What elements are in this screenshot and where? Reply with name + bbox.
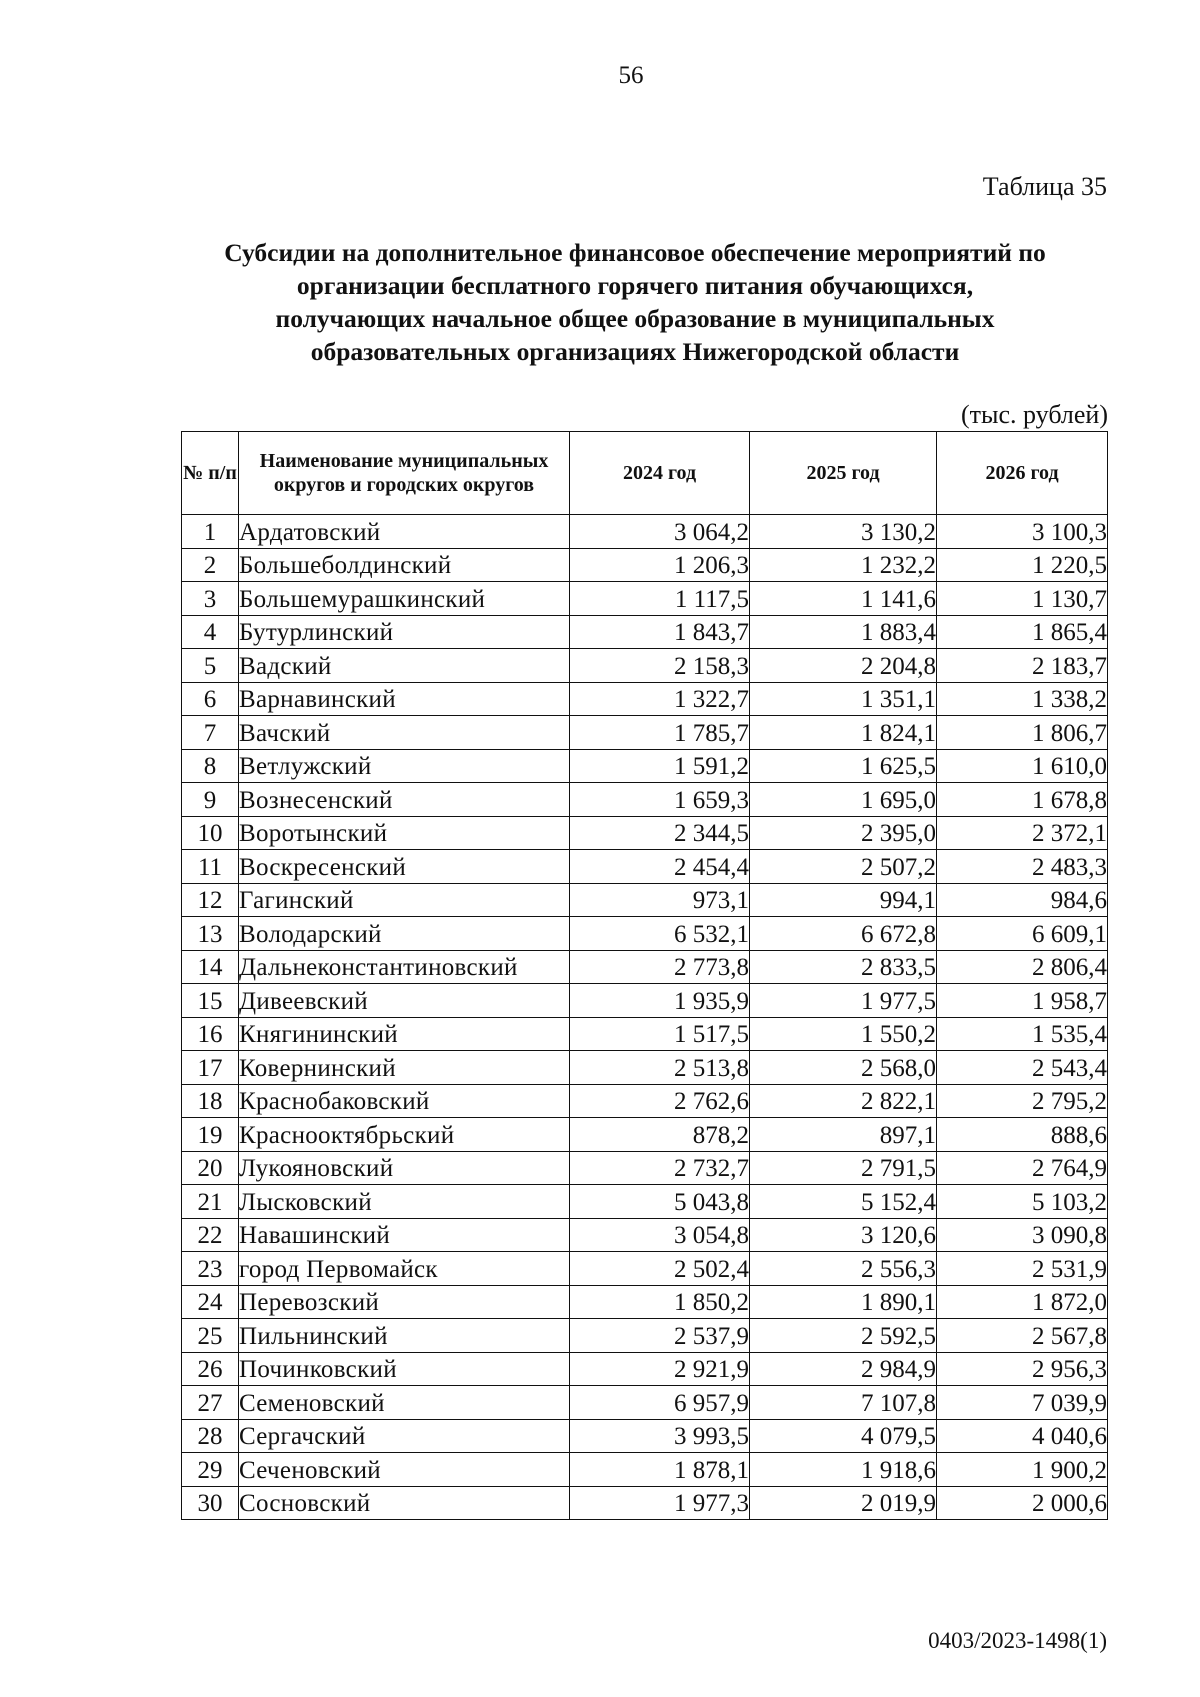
value-2025: 2 507,2 bbox=[750, 850, 937, 884]
row-number: 16 bbox=[182, 1017, 239, 1051]
subsidies-table bbox=[181, 431, 1108, 1520]
row-number: 4 bbox=[182, 615, 239, 649]
district-name: Княгининский bbox=[239, 1017, 570, 1051]
value-2025: 2 592,5 bbox=[750, 1319, 937, 1353]
district-name: Сергачский bbox=[239, 1419, 570, 1453]
value-2024: 1 935,9 bbox=[570, 984, 750, 1018]
value-2024: 1 850,2 bbox=[570, 1285, 750, 1319]
district-name: Сосновский bbox=[239, 1486, 570, 1520]
row-number: 5 bbox=[182, 649, 239, 683]
table-row bbox=[182, 1352, 1108, 1386]
value-2026: 1 806,7 bbox=[937, 716, 1108, 750]
district-name: Большемурашкинский bbox=[239, 582, 570, 616]
value-2026: 1 900,2 bbox=[937, 1453, 1108, 1487]
table-row bbox=[182, 1285, 1108, 1319]
table-row bbox=[182, 1252, 1108, 1286]
table-row bbox=[182, 950, 1108, 984]
row-number: 30 bbox=[182, 1486, 239, 1520]
table-row bbox=[182, 582, 1108, 616]
value-2026: 2 764,9 bbox=[937, 1151, 1108, 1185]
row-number: 1 bbox=[182, 515, 239, 549]
value-2026: 1 535,4 bbox=[937, 1017, 1108, 1051]
row-number: 12 bbox=[182, 883, 239, 917]
value-2025: 1 625,5 bbox=[750, 749, 937, 783]
value-2024: 2 537,9 bbox=[570, 1319, 750, 1353]
value-2025: 2 822,1 bbox=[750, 1084, 937, 1118]
value-2024: 973,1 bbox=[570, 883, 750, 917]
value-2024: 1 843,7 bbox=[570, 615, 750, 649]
value-2024: 2 732,7 bbox=[570, 1151, 750, 1185]
value-2024: 1 977,3 bbox=[570, 1486, 750, 1520]
document-code: 0403/2023-1498(1) bbox=[928, 1628, 1107, 1653]
value-2024: 1 659,3 bbox=[570, 783, 750, 817]
value-2026: 1 872,0 bbox=[937, 1285, 1108, 1319]
value-2026: 3 100,3 bbox=[937, 515, 1108, 549]
value-2025: 1 918,6 bbox=[750, 1453, 937, 1487]
title-line: организации бесплатного горячего питания обучающихся, bbox=[296, 271, 974, 300]
value-2025: 2 833,5 bbox=[750, 950, 937, 984]
value-2025: 1 695,0 bbox=[750, 783, 937, 817]
title-line: образовательных организациях Нижегородской области bbox=[310, 337, 960, 366]
row-number: 27 bbox=[182, 1386, 239, 1420]
table-row bbox=[182, 1319, 1108, 1353]
district-name: Большеболдинский bbox=[239, 548, 570, 582]
row-number: 15 bbox=[182, 984, 239, 1018]
value-2025: 1 141,6 bbox=[750, 582, 937, 616]
value-2025: 2 019,9 bbox=[750, 1486, 937, 1520]
row-number: 10 bbox=[182, 816, 239, 850]
units-label: (тыс. рублей) bbox=[960, 400, 1108, 429]
row-number: 21 bbox=[182, 1185, 239, 1219]
value-2026: 1 338,2 bbox=[937, 682, 1108, 716]
row-number: 24 bbox=[182, 1285, 239, 1319]
row-number: 17 bbox=[182, 1051, 239, 1085]
row-number: 18 bbox=[182, 1084, 239, 1118]
value-2024: 3 054,8 bbox=[570, 1218, 750, 1252]
value-2024: 3 993,5 bbox=[570, 1419, 750, 1453]
row-number: 7 bbox=[182, 716, 239, 750]
district-name: город Первомайск bbox=[239, 1252, 570, 1286]
value-2024: 2 158,3 bbox=[570, 649, 750, 683]
value-2025: 1 890,1 bbox=[750, 1285, 937, 1319]
value-2025: 5 152,4 bbox=[750, 1185, 937, 1219]
table-row bbox=[182, 749, 1108, 783]
value-2025: 1 351,1 bbox=[750, 682, 937, 716]
table-body bbox=[182, 515, 1108, 1520]
value-2024: 2 454,4 bbox=[570, 850, 750, 884]
table-row bbox=[182, 1185, 1108, 1219]
value-2026: 4 040,6 bbox=[937, 1419, 1108, 1453]
row-number: 8 bbox=[182, 749, 239, 783]
value-2024: 5 043,8 bbox=[570, 1185, 750, 1219]
page-number: 56 bbox=[618, 62, 644, 89]
value-2024: 2 921,9 bbox=[570, 1352, 750, 1386]
value-2024: 1 322,7 bbox=[570, 682, 750, 716]
row-number: 28 bbox=[182, 1419, 239, 1453]
table-row bbox=[182, 1453, 1108, 1487]
value-2024: 1 517,5 bbox=[570, 1017, 750, 1051]
table-row bbox=[182, 883, 1108, 917]
value-2024: 1 878,1 bbox=[570, 1453, 750, 1487]
row-number: 2 bbox=[182, 548, 239, 582]
row-number: 29 bbox=[182, 1453, 239, 1487]
table-row bbox=[182, 1017, 1108, 1051]
row-number: 19 bbox=[182, 1118, 239, 1152]
district-name: Воскресенский bbox=[239, 850, 570, 884]
value-2025: 897,1 bbox=[750, 1118, 937, 1152]
value-2024: 3 064,2 bbox=[570, 515, 750, 549]
district-name: Дивеевский bbox=[239, 984, 570, 1018]
table-row bbox=[182, 515, 1108, 549]
value-2024: 1 206,3 bbox=[570, 548, 750, 582]
value-2026: 6 609,1 bbox=[937, 917, 1108, 951]
value-2025: 2 204,8 bbox=[750, 649, 937, 683]
header-num: № п/п bbox=[182, 432, 239, 515]
value-2024: 6 532,1 bbox=[570, 917, 750, 951]
value-2026: 2 531,9 bbox=[937, 1252, 1108, 1286]
district-name: Навашинский bbox=[239, 1218, 570, 1252]
table-row bbox=[182, 1084, 1108, 1118]
value-2026: 2 372,1 bbox=[937, 816, 1108, 850]
header-2025: 2025 год bbox=[750, 432, 937, 515]
table-header-row bbox=[182, 432, 1108, 515]
value-2025: 1 883,4 bbox=[750, 615, 937, 649]
value-2026: 984,6 bbox=[937, 883, 1108, 917]
table-row bbox=[182, 917, 1108, 951]
value-2025: 2 568,0 bbox=[750, 1051, 937, 1085]
value-2024: 1 591,2 bbox=[570, 749, 750, 783]
value-2026: 2 000,6 bbox=[937, 1486, 1108, 1520]
value-2025: 994,1 bbox=[750, 883, 937, 917]
district-name: Починковский bbox=[239, 1352, 570, 1386]
value-2026: 2 183,7 bbox=[937, 649, 1108, 683]
district-name: Краснооктябрьский bbox=[239, 1118, 570, 1152]
value-2024: 2 762,6 bbox=[570, 1084, 750, 1118]
value-2026: 2 795,2 bbox=[937, 1084, 1108, 1118]
value-2024: 2 344,5 bbox=[570, 816, 750, 850]
district-name: Гагинский bbox=[239, 883, 570, 917]
value-2024: 2 513,8 bbox=[570, 1051, 750, 1085]
district-name: Вознесенский bbox=[239, 783, 570, 817]
table-row bbox=[182, 548, 1108, 582]
table-row bbox=[182, 1486, 1108, 1520]
value-2026: 2 483,3 bbox=[937, 850, 1108, 884]
table-row bbox=[182, 682, 1108, 716]
district-name: Вадский bbox=[239, 649, 570, 683]
district-name: Ардатовский bbox=[239, 515, 570, 549]
table-row bbox=[182, 1386, 1108, 1420]
table-caption: Таблица 35 bbox=[982, 172, 1107, 201]
value-2026: 7 039,9 bbox=[937, 1386, 1108, 1420]
title-line: Субсидии на дополнительное финансовое обеспечение мероприятий по bbox=[224, 238, 1046, 267]
district-name: Пильнинский bbox=[239, 1319, 570, 1353]
value-2026: 5 103,2 bbox=[937, 1185, 1108, 1219]
district-name: Сеченовский bbox=[239, 1453, 570, 1487]
table-row bbox=[182, 615, 1108, 649]
value-2025: 2 984,9 bbox=[750, 1352, 937, 1386]
value-2024: 1 117,5 bbox=[570, 582, 750, 616]
value-2026: 2 806,4 bbox=[937, 950, 1108, 984]
district-name: Володарский bbox=[239, 917, 570, 951]
table-row bbox=[182, 984, 1108, 1018]
value-2026: 2 956,3 bbox=[937, 1352, 1108, 1386]
value-2026: 1 130,7 bbox=[937, 582, 1108, 616]
value-2025: 7 107,8 bbox=[750, 1386, 937, 1420]
value-2025: 2 395,0 bbox=[750, 816, 937, 850]
header-name: Наименование муниципальных округов и городских округов bbox=[239, 432, 570, 515]
district-name: Варнавинский bbox=[239, 682, 570, 716]
value-2025: 3 130,2 bbox=[750, 515, 937, 549]
value-2025: 1 977,5 bbox=[750, 984, 937, 1018]
district-name: Перевозский bbox=[239, 1285, 570, 1319]
value-2026: 2 543,4 bbox=[937, 1051, 1108, 1085]
value-2025: 1 824,1 bbox=[750, 716, 937, 750]
district-name: Ковернинский bbox=[239, 1051, 570, 1085]
document-title bbox=[165, 236, 1105, 368]
district-name: Краснобаковский bbox=[239, 1084, 570, 1118]
value-2025: 1 550,2 bbox=[750, 1017, 937, 1051]
row-number: 14 bbox=[182, 950, 239, 984]
table-row bbox=[182, 1051, 1108, 1085]
value-2026: 1 610,0 bbox=[937, 749, 1108, 783]
value-2026: 2 567,8 bbox=[937, 1319, 1108, 1353]
value-2025: 2 791,5 bbox=[750, 1151, 937, 1185]
value-2025: 2 556,3 bbox=[750, 1252, 937, 1286]
row-number: 3 bbox=[182, 582, 239, 616]
table-row bbox=[182, 1218, 1108, 1252]
value-2024: 878,2 bbox=[570, 1118, 750, 1152]
table-row bbox=[182, 1419, 1108, 1453]
value-2026: 1 958,7 bbox=[937, 984, 1108, 1018]
table-row bbox=[182, 783, 1108, 817]
table-row bbox=[182, 716, 1108, 750]
value-2024: 2 773,8 bbox=[570, 950, 750, 984]
row-number: 20 bbox=[182, 1151, 239, 1185]
row-number: 13 bbox=[182, 917, 239, 951]
district-name: Ветлужский bbox=[239, 749, 570, 783]
value-2026: 1 865,4 bbox=[937, 615, 1108, 649]
value-2024: 6 957,9 bbox=[570, 1386, 750, 1420]
district-name: Вачский bbox=[239, 716, 570, 750]
header-2026: 2026 год bbox=[937, 432, 1108, 515]
table-row bbox=[182, 1118, 1108, 1152]
row-number: 26 bbox=[182, 1352, 239, 1386]
value-2024: 2 502,4 bbox=[570, 1252, 750, 1286]
district-name: Лысковский bbox=[239, 1185, 570, 1219]
row-number: 23 bbox=[182, 1252, 239, 1286]
table-row bbox=[182, 649, 1108, 683]
value-2026: 1 678,8 bbox=[937, 783, 1108, 817]
district-name: Бутурлинский bbox=[239, 615, 570, 649]
row-number: 9 bbox=[182, 783, 239, 817]
district-name: Дальнеконстантиновский bbox=[239, 950, 570, 984]
value-2025: 4 079,5 bbox=[750, 1419, 937, 1453]
district-name: Лукояновский bbox=[239, 1151, 570, 1185]
table-row bbox=[182, 850, 1108, 884]
value-2025: 6 672,8 bbox=[750, 917, 937, 951]
table-row bbox=[182, 816, 1108, 850]
table-row bbox=[182, 1151, 1108, 1185]
value-2025: 3 120,6 bbox=[750, 1218, 937, 1252]
row-number: 22 bbox=[182, 1218, 239, 1252]
value-2026: 888,6 bbox=[937, 1118, 1108, 1152]
district-name: Воротынский bbox=[239, 816, 570, 850]
value-2024: 1 785,7 bbox=[570, 716, 750, 750]
header-2024: 2024 год bbox=[570, 432, 750, 515]
value-2026: 3 090,8 bbox=[937, 1218, 1108, 1252]
value-2026: 1 220,5 bbox=[937, 548, 1108, 582]
title-line: получающих начальное общее образование в муниципальных bbox=[275, 304, 995, 333]
value-2025: 1 232,2 bbox=[750, 548, 937, 582]
row-number: 11 bbox=[182, 850, 239, 884]
row-number: 6 bbox=[182, 682, 239, 716]
district-name: Семеновский bbox=[239, 1386, 570, 1420]
row-number: 25 bbox=[182, 1319, 239, 1353]
